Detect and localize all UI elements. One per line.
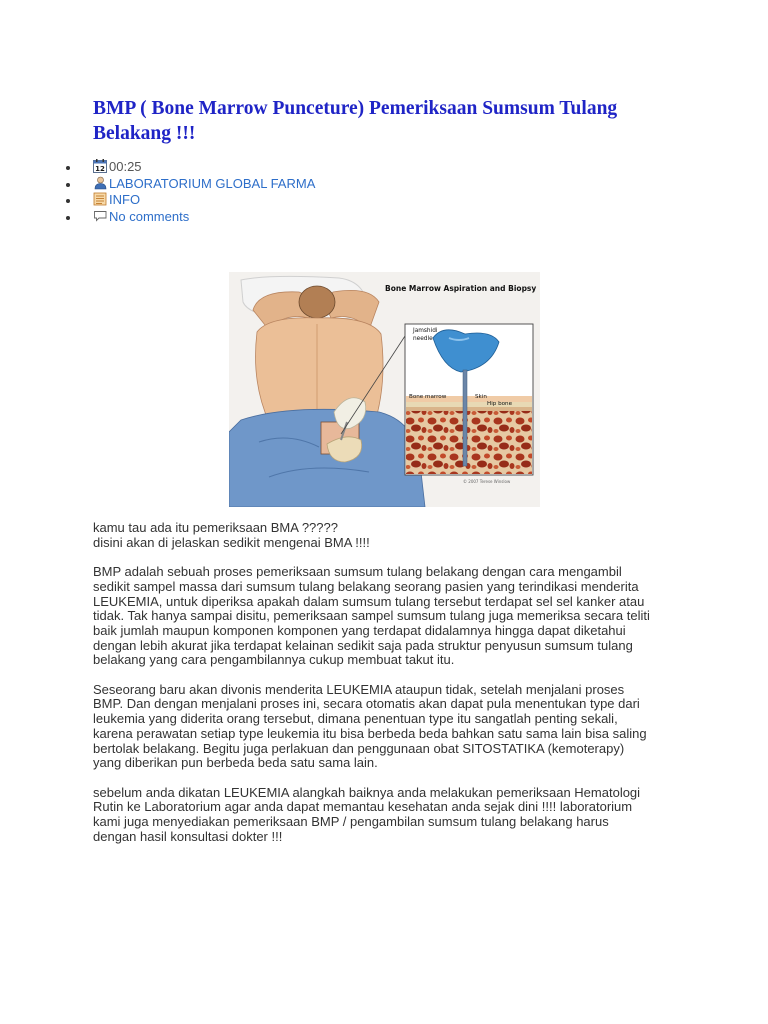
bone-marrow-illustration — [229, 272, 540, 507]
calendar-icon — [93, 159, 108, 173]
text-line: LEUKEMIA, untuk diperiksa apakah dalam sumsum tulang tersebut terdapat sel sel kanker atau — [93, 593, 645, 609]
post-meta-author — [64, 176, 464, 193]
post-title — [93, 96, 693, 146]
needle-label-line2: needle — [413, 336, 433, 342]
illustration-svg — [229, 272, 540, 507]
list-bullet — [66, 199, 70, 203]
text-line: karena perawatan setiap type leukemia itu bisa berbeda beda bahkan satu sama lain bisa saling — [93, 725, 647, 741]
user-icon — [93, 176, 108, 190]
hip-bone-label: Hip bone — [487, 401, 513, 407]
list-bullet — [66, 183, 70, 187]
comments-link[interactable]: No comments — [109, 209, 190, 225]
text-line: BMP. Dan dengan menjalani proses ini, secara otomatis akan dapat pula menentukan type dari — [93, 696, 640, 712]
text-line: belakang yang cara pengambilannya cukup membuat takut itu. — [93, 652, 455, 668]
post-meta-list — [64, 159, 464, 226]
text-line: tidak. Tak hanya sampai disitu, pemeriksaan sampel sumsum tulang juga memeriksa secara teliti — [93, 608, 650, 624]
illustration-heading: Bone Marrow Aspiration and Biopsy — [385, 284, 537, 293]
text-line: dengan hasil konsultasi dokter !!! — [93, 828, 283, 844]
folder-icon — [93, 192, 108, 206]
text-line: bertolak belakang. Begitu juga perlakuan dan penggunaan obat SITOSTATIKA (kemoterapy) — [93, 740, 625, 756]
post-title-link[interactable]: BMP ( Bone Marrow Punceture) Pemeriksaan Sumsum Tulang Belakang !!! — [93, 98, 618, 144]
text-line: sebelum anda dikatan LEUKEMIA alangkah baiknya anda melakukan pemeriksaan Hematologi — [93, 784, 641, 800]
comment-bubble-icon — [93, 209, 108, 223]
copyright-label: © 2007 Terese Winslow — [463, 479, 511, 484]
paragraph-4 — [93, 786, 693, 845]
needle-label-line1: Jamshidi — [413, 328, 438, 334]
list-bullet — [66, 166, 70, 170]
text-line: kamu tau ada itu pemeriksaan BMA ????? — [93, 520, 338, 535]
author-link[interactable]: LABORATORIUM GLOBAL FARMA — [109, 175, 316, 191]
text-line: kami juga menyediakan pemeriksaan BMP / pengambilan sumsum tulang belakang harus — [93, 814, 609, 830]
text-line: BMP adalah sebuah proses pemeriksaan sumsum tulang belakang dengan cara mengambil — [93, 564, 622, 580]
post-body — [93, 521, 693, 859]
svg-text:12: 12 — [95, 165, 105, 173]
paragraph-3 — [93, 683, 693, 771]
skin-label: Skin — [475, 394, 487, 400]
post-meta-category — [64, 192, 464, 209]
text-line: dengan lebih akurat jika terdapat kelainan sedikit saja pada struktur penyusun sumsum tulang — [93, 637, 633, 653]
post-time: 00:25 — [109, 159, 142, 174]
list-bullet — [66, 216, 70, 220]
paragraph-2 — [93, 565, 693, 668]
paragraph-1 — [93, 521, 693, 550]
marrow-label: Bone marrow — [409, 394, 447, 400]
text-line: baik jumlah maupun komponen komponen yang terdapat didalamnya hingga dapat diketahui — [93, 622, 626, 638]
category-link[interactable]: INFO — [109, 192, 141, 208]
text-line: sedikit sampel massa dari sumsum tulang belakang seorang pasien yang terindikasi menderita — [93, 578, 639, 594]
text-line: leukemia yang diderita orang tersebut, dimana penentuan type itu sangatlah penting sekali, — [93, 711, 618, 727]
text-line: Seseorang baru akan divonis menderita LEUKEMIA ataupun tidak, setelah menjalani proses — [93, 681, 625, 697]
text-line: Rutin ke Laboratorium agar anda dapat memantau kesehatan anda sejak dini !!!! laboratorium — [93, 799, 633, 815]
post-meta-time — [64, 159, 464, 176]
text-line: disini akan di jelaskan sedikit mengenai BMA !!!! — [93, 534, 370, 550]
text-line: yang diberikan pun berbeda beda satu sama lain. — [93, 755, 378, 771]
post-meta-comments — [64, 209, 464, 226]
